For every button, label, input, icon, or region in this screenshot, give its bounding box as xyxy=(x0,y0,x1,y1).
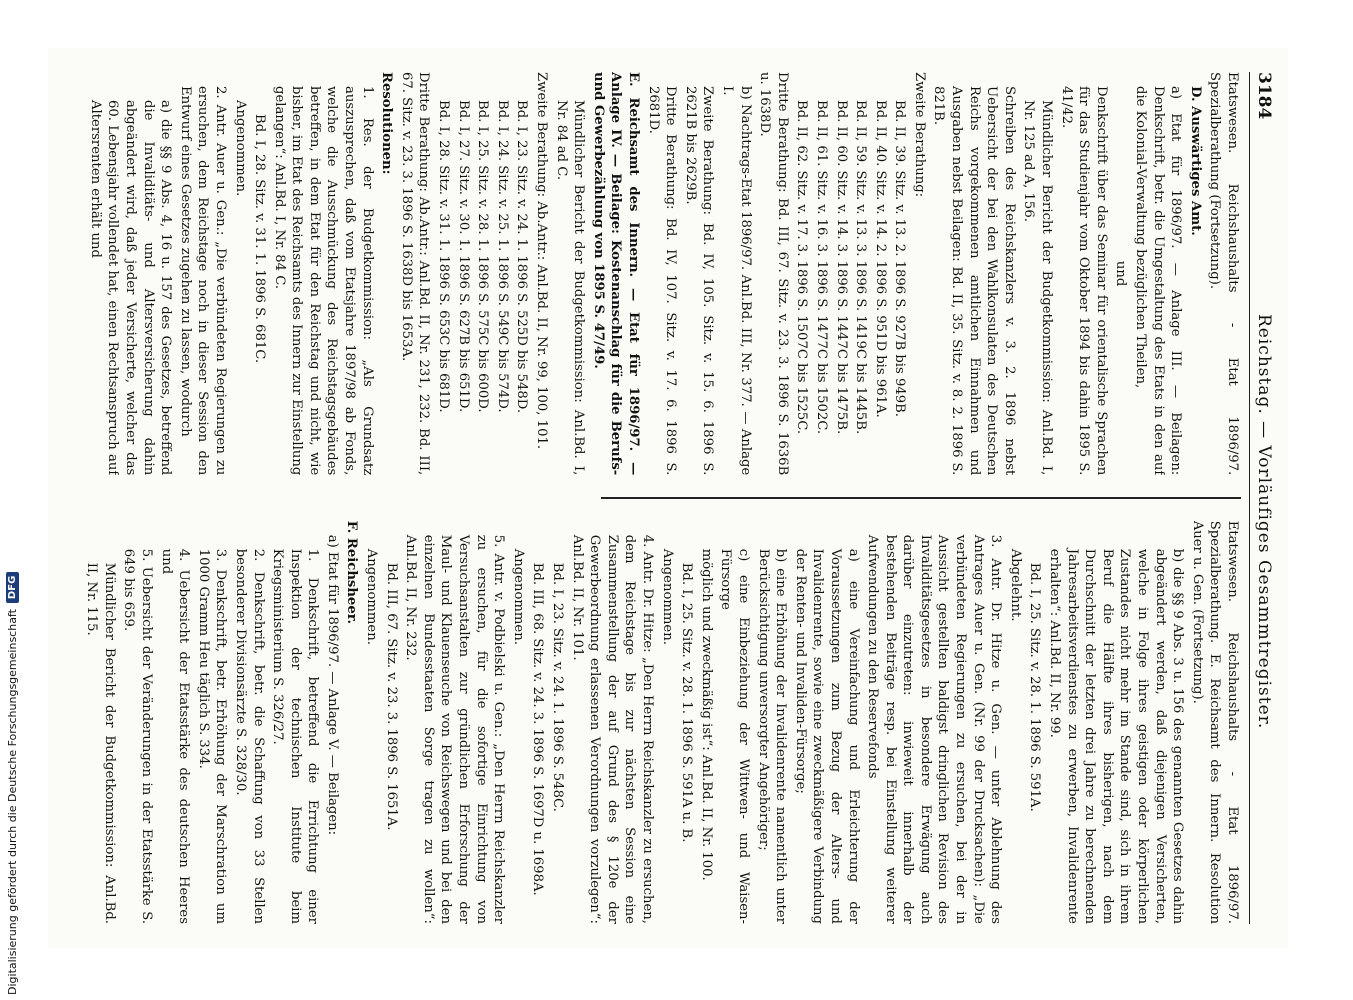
text-line: Bd. II, 59. Sitz. v. 13. 3. 1896 S. 1419C bis 1445B. xyxy=(853,100,869,435)
left-column xyxy=(61,72,1241,475)
text-line: Dritte Berathung: Bd. III, 67. Sitz. v. 23. 3. 1896 S. 1636B u. 1638D. xyxy=(757,72,790,476)
page-number: 3184 xyxy=(1254,72,1274,120)
text-line: D. Auswärtiges Amt. xyxy=(1187,86,1203,236)
text-line: a) Etat für 1896/97. — Anlage V. — Beilagen: xyxy=(324,534,340,836)
text-columns xyxy=(61,72,1241,924)
text-line: möglich und zweckmäßig ist“: Anl.Bd. II, Nr. 100. xyxy=(698,548,714,881)
text-line: 1. Res. der Budgetkommission: „Als Grundsatz auszusprechen, daß vom Etatsjahre 1897/98 ab Fonds, welche die Ausschmückung des Reichstagsgebäudes betreffen, in dem Etat für den Reichstag und nicht, wie bisher, im Etat des Reichsamts des Innern zur Einstellung gelangen“: Anl.Bd. I, Nr. 84 C. xyxy=(271,86,375,476)
text-line: Angenommen. xyxy=(232,100,248,197)
text-line: Bd. II, 60. Sitz. v. 14. 3. 1896 S. 1447C bis 1475B. xyxy=(833,100,849,435)
text-line: Bd. II, 40. Sitz. v. 14. 2. 1896 S. 951D bis 961A. xyxy=(872,100,888,418)
text-line: Bd. I, 27. Sitz. v. 30. 1. 1896 S. 627B bis 651D. xyxy=(455,100,471,413)
text-line: Bd. I, 25. Sitz. v. 28. 1. 1896 S. 591A. xyxy=(1027,562,1043,812)
text-line: 2. Antr. Auer u. Gen.: „Die verbündeten Regierungen zu ersuchen, dem Reichstage noch in dieser Session den Entwurf eines Gesetzes zugehen zu lassen, wodurch xyxy=(177,86,228,476)
text-line: Abgelehnt. xyxy=(1007,548,1023,622)
right-column xyxy=(61,521,1241,924)
text-line: Zweite Berathung: Ab.Antr.: Anl.Bd. II, Nr. 99, 100, 101. xyxy=(534,72,550,450)
text-line: 4. Uebersicht der Etatsstärke des deutschen Heeres und xyxy=(158,548,192,924)
text-line: 4. Antr. Dr. Hitze: „Den Herrn Reichskanzler zu ersuchen, dem Reichstage bis zur nächsten Session eine Zusammenstellung der auf Grund des § 120e der Gewerbeordnung erlassenen Verordnungen vorzulegen“: Anl.Bd. II, Nr. 101. xyxy=(569,534,655,924)
text-line: 5. Uebersicht der Veränderungen in der Etatsstärke S. 649 bis 659. xyxy=(121,548,154,924)
running-title: Reichstag. — Vorläufiges Gesammtregister. xyxy=(1254,314,1274,730)
text-line: 5. Antr. v. Podbielski u. Gen.: „Den Herrn Reichskanzler zu ersuchen, für die sofortige Einrichtung von Versuchsanstalten zur gründlichen Erforschung der Maul- und Klauenseuche von Reichswegen und bei den einzelnen Bundesstaaten Sorge tragen zu wollen“: Anl.Bd. II, Nr. 232. xyxy=(403,534,507,924)
dfg-logo: DFG xyxy=(6,572,19,603)
text-line: Mündlicher Bericht der Budgetkommission: Anl.Bd. I, Nr. 125 ad A, 156. xyxy=(1021,100,1055,476)
text-line: Dritte Berathung: Bd. IV, 107. Sitz. v. 17. 6. 1896 S. 2681D. xyxy=(645,86,679,476)
text-line: Resolutionen: xyxy=(379,72,395,175)
text-line: Bd. I, 25. Sitz. v. 28. 1. 1896 S. 591A u. B. xyxy=(679,562,695,843)
text-line: F. Reichsheer. xyxy=(344,520,360,625)
text-line: Bd. III, 67. Sitz. v. 23. 3. 1896 S. 1651A. xyxy=(383,562,399,831)
scanned-page xyxy=(48,48,1288,948)
text-line: Dritte Berathung: Ab.Antr.: Anl.Bd. II, Nr. 231, 232. Bd. III, 67. Sitz. v. 23. 3. 1896 S. 1638D bis 1653A. xyxy=(398,72,432,476)
page-header xyxy=(1249,72,1274,924)
text-line: Bd. I, 25. Sitz. v. 28. 1. 1896 S. 575C bis 600D. xyxy=(475,100,491,413)
text-line: Bd. II, 62. Sitz. v. 17. 3. 1896 S. 1507C bis 1525C. xyxy=(794,100,810,435)
text-line: b) die §§ 9 Abs. 3 u. 156 des genannten Gesetzes dahin abgeändert werden, daß diejenigen Versicherten, welche in Folge ihres geistigen oder körperlichen Zustandes nicht mehr im Stande sind, sich in ihrem Beruf die Hälfte ihres bisherigen, nach dem Durchschnitt der letzten drei Jahre zu berechnenden Jahresarbeitsverdienstes zu erwerben, Invalidenrente erhalten“: Anl.Bd. II, Nr. 99. xyxy=(1047,548,1186,924)
text-line: und xyxy=(1113,260,1129,287)
text-line: Angenommen. xyxy=(364,548,380,645)
text-line: 3. Denkschrift, betr. Erhöhung der Marschration um 1000 Gramm Heu täglich S. 334. xyxy=(195,548,229,924)
text-line: Bd. I, 23. Sitz. v. 24. 1. 1896 S. 548C. xyxy=(550,562,566,812)
text-line: Angenommen. xyxy=(510,548,526,645)
text-line: 2. Denkschrift, betr. die Schaffung von 33 Stellen besonderer Divisionsärzte S. 328/30. xyxy=(232,548,266,924)
text-line: c) eine Einbeziehung der Wittwen- und Waisen-Fürsorge xyxy=(718,548,751,924)
text-line: a) eine Vereinfachung und Erleichterung der Voraussetzungen zum Bezug der Alters- und Invalidenrente, sowie eine zweckmäßigere Verbindung der Renten- und Invaliden-Fürsorge; xyxy=(792,548,861,924)
text-line: Bd. II, 61. Sitz. v. 16. 3. 1896 S. 1477C bis 1502C. xyxy=(813,100,829,435)
text-line: Schreiben des Reichskanzlers v. 3. 2. 1896 nebst Uebersicht der bei den Wahlkonsulaten des Deutschen Reichs vorgekommenen amtlichen Einnahmen und Ausgaben nebst Beilagen: Bd. II, 35. Sitz. v. 8. 2. 1896 S. 821B. xyxy=(931,86,1017,476)
credit-text: Digitalisierung gefördert durch die Deutsche Forschungsgemeinschaft xyxy=(6,609,19,995)
text-line: Mündlicher Bericht der Budgetkommission: Anl.Bd. II, Nr. 115. xyxy=(84,562,117,924)
text-line: Zweite Berathung: Bd. IV, 105. Sitz. v. 15. 6. 1896 S. 2621B bis 2629B. xyxy=(682,86,716,476)
digitization-credit xyxy=(6,572,19,995)
text-line: Mündlicher Bericht der Budgetkommission: Anl.Bd. I, Nr. 84 ad C. xyxy=(553,100,587,476)
text-line: Bd. II, 39. Sitz. v. 13. 2. 1896 S. 927B bis 949B. xyxy=(892,100,908,418)
text-line: Bd. I, 23. Sitz. v. 24. 1. 1896 S. 525D bis 548D. xyxy=(514,100,530,414)
text-line: E. Reichsamt des Innern. — Etat für 1896/97. — Anlage IV. — Beilage: Kostenanschlag für die Berufs- und Gewerbezählung von 1895 S. 47/49. xyxy=(590,72,641,476)
text-line: Bd. I, 28. Sitz. v. 31. 1. 1896 S. 681C. xyxy=(252,114,268,364)
text-line: Angenommen. xyxy=(659,548,675,645)
text-line: Bd. I, 24. Sitz. v. 25. 1. 1896 S. 549C bis 574D. xyxy=(494,100,510,413)
text-line: Etatswesen. Reichshaushalts - Etat 1896/97. Spezialberathung. E. Reichsamt des Innern. Resolution Auer u. Gen. (Fortsetzung). xyxy=(1189,520,1240,924)
column-divider xyxy=(601,497,1241,498)
text-line: b) eine Erhöhung der Invalidenrente namentlich unter Berücksichtigung unversorgter Angehöriger; xyxy=(755,548,789,924)
text-line: a) die §§ 9 Abs. 4, 16 u. 157 des Gesetzes, betreffend die Invaliditäts- und Altersversicherung dahin abgeändert wird, daß jeder Versicherte, welcher das 60. Lebensjahr vollendet hat, einen Rechtsanspruch auf Altersrenten erhält und xyxy=(87,100,174,476)
text-line: a) Etat für 1896/97. — Anlage III. — Beilagen: Denkschrift, betr. die Umgestaltung des Etats in den auf die Kolonial-Verwaltung bezüglichen Theilen, xyxy=(1133,86,1184,476)
text-line: Denkschrift über das Seminar für orientalische Sprachen für das Studienjahr vom Oktober 1894 bis dahin 1895 S. 41/42. xyxy=(1058,86,1109,476)
text-line: b) Nachtrags-Etat 1896/97. Anl.Bd. III, Nr. 377. — Anlage I. xyxy=(719,86,753,476)
text-line: Bd. III, 68. Sitz. v. 24. 3. 1896 S. 1697D u. 1698A. xyxy=(530,562,546,896)
text-line: 1. Denkschrift, betreffend die Errichtung einer Inspektion der technischen Institute beim Kriegsministerium S. 326/27. xyxy=(270,548,321,924)
text-line: 3. Antr. Dr. Hitze u. Gen. — unter Ablehnung des Antrages Auer u. Gen. (Nr. 99 der Drucksachen): „Die verbündeten Regierungen zu ersuchen, bei der in Aussicht gestellten baldigst dringlichen Revision des Invaliditätsgesetzes in besondere Erwägung auch darüber einzutreten: inwieweit innerhalb der bestehenden Beiträge resp. bei Einstellung weiterer Aufwendungen zu den Reservefonds xyxy=(865,534,1004,924)
text-line: Etatswesen. Reichshaushalts - Etat 1896/97. Spezialberathung (Fortsetzung). xyxy=(1207,72,1240,476)
text-line: Bd. I, 28. Sitz. v. 31. 1. 1896 S. 653C bis 681D. xyxy=(436,100,452,413)
text-line: Zweite Berathung: xyxy=(911,72,927,198)
